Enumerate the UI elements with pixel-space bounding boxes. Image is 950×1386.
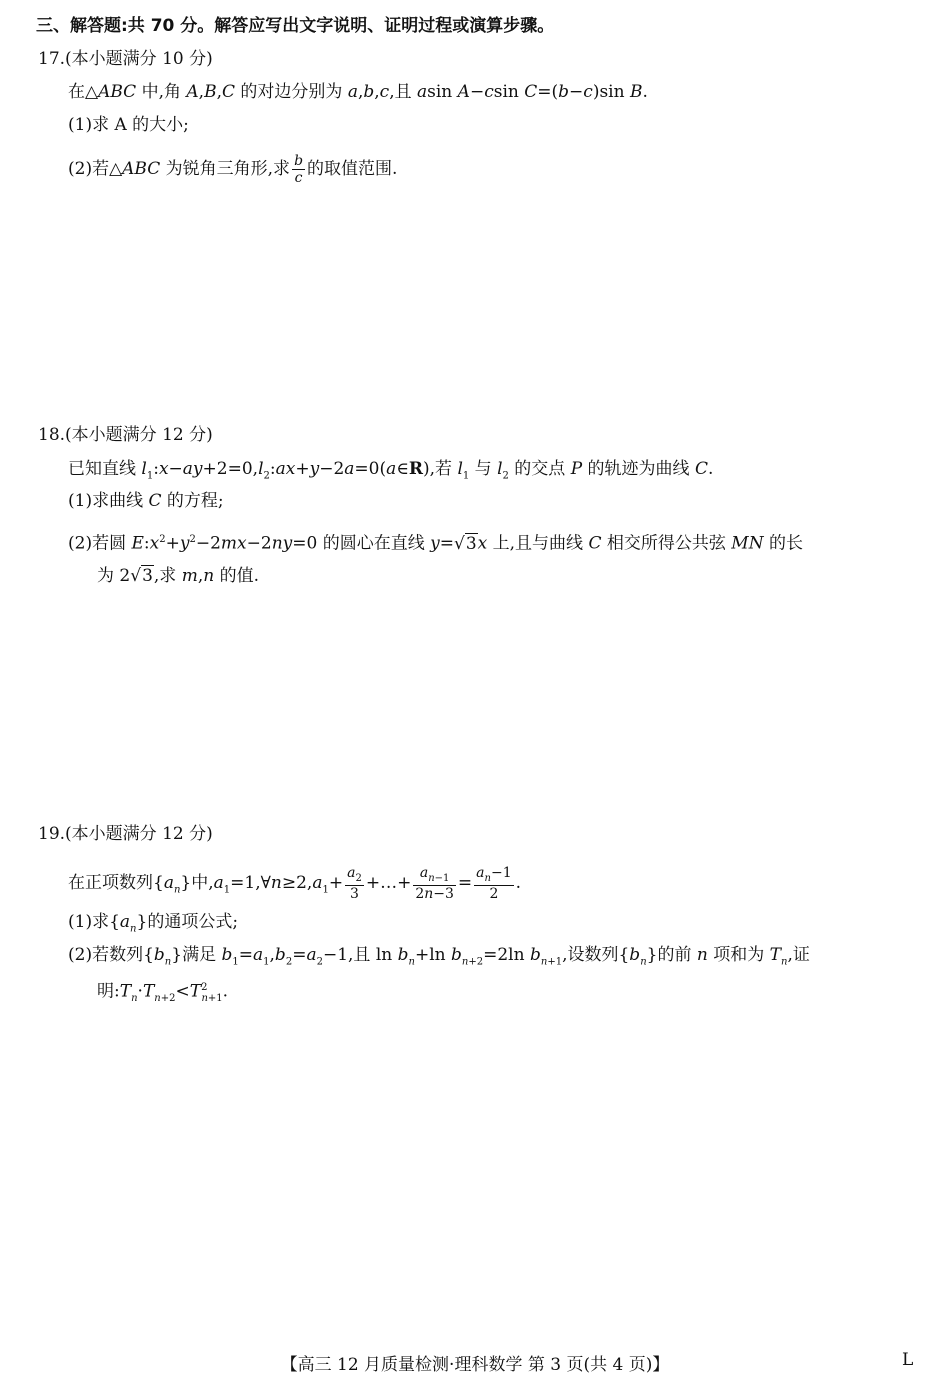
q17-heading: 17.(本小题满分 10 分) <box>38 49 213 69</box>
fraction-a2-over-3: $\frac{a_2}{3}$ <box>347 865 362 902</box>
q19-part2-line1: (2)若数列$\{b_n\}$满足 $b_1=a_1,b_2=a_2-1$,且 $\ln b_n+\ln$ $b_{n+2}=2\ln$ $b_{n+1}$,设数列$\{b_n\}$的前 n 项和为 $T_n$,证 <box>68 945 810 968</box>
q17-part2: (2)若△ABC 为锐角三角形,求 $\frac{b}{c}$ 的取值范围. <box>68 153 398 186</box>
q18-stem: 已知直线 $l_1:x-ay+2=0,l_2:ax+y-2a=0(a\in R)$,若 $l_1$ 与 $l_2$ 的交点 P 的轨迹为曲线 C. <box>68 459 714 482</box>
q19-heading: 19.(本小题满分 12 分) <box>38 824 213 844</box>
q17-part1: (1)求 A 的大小; <box>68 115 189 135</box>
q18-part2-line2: 为 2√3,求 m,n 的值. <box>97 566 260 586</box>
q18-part1: (1)求曲线 C 的方程; <box>68 491 224 511</box>
q19-part1: (1)求$\{a_n\}$的通项公式; <box>68 912 239 935</box>
q18-part2-line1: (2)若圆 $E:x^2+y^2-2mx-2ny=0$ 的圆心在直线 y=√3x 上,且与曲线 C 相交所得公共弦 MN 的长 <box>68 533 803 554</box>
q17-stem: 在△ABC 中,角 A,B,C 的对边分别为 a,b,c,且 asin A−csin C=(b−c)sin B. <box>68 82 648 102</box>
fraction-b-over-c: $\frac{b}{c}$ <box>294 153 304 186</box>
q19-stem: 在正项数列$\{a_n\}$中$,a_1=1,\forall n\ge 2,a_1+$ $\frac{a_2}{3}$ +…+ $\frac{a_{n-1}}{2n-3}$ = $\frac{a_n-1}{2}$ . <box>68 865 522 902</box>
corner-mark: L <box>902 1350 914 1370</box>
q19-part2-line2: 明$:T_n\cdot T_{n+2}<T^2_{n+1}$. <box>97 981 229 1005</box>
page-footer: 【高三 12 月质量检测·理科数学 第 3 页(共 4 页)】 <box>280 1355 670 1375</box>
q18-heading: 18.(本小题满分 12 分) <box>38 425 213 445</box>
fraction-an1-over-2n3: $\frac{a_{n-1}}{2n-3}$ <box>415 865 454 902</box>
section-header: 三、解答题:共 70 分。解答应写出文字说明、证明过程或演算步骤。 <box>36 16 555 36</box>
fraction-an-minus1-over-2: $\frac{a_n-1}{2}$ <box>476 865 512 902</box>
